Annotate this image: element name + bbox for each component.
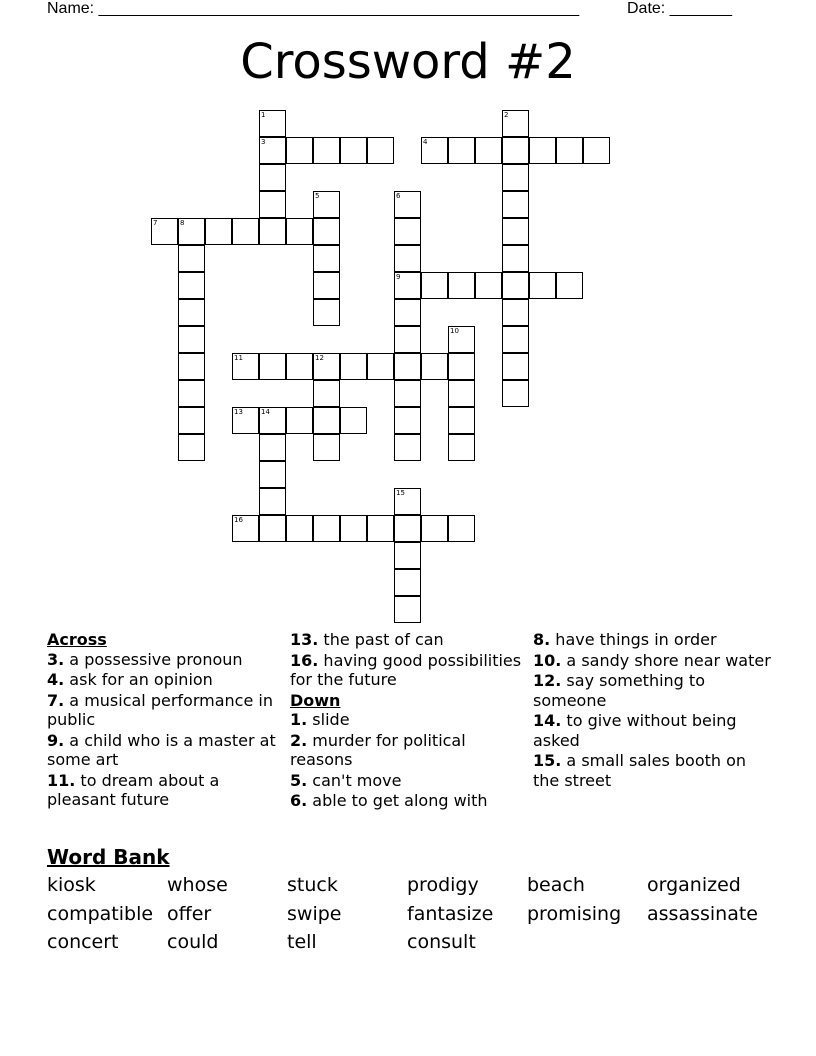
clue-number: 13 [234, 408, 243, 416]
clue-num: 11. [47, 770, 76, 790]
word-bank-word: beach [527, 874, 585, 896]
grid-cell[interactable] [340, 353, 367, 380]
clue-num: 1. [290, 710, 308, 729]
word-bank-word: compatible [47, 902, 154, 925]
clue-number: 10 [450, 327, 459, 335]
grid-cell[interactable] [313, 299, 340, 326]
grid-cell[interactable] [394, 596, 421, 623]
clue [47, 691, 287, 730]
clue-text: a small sales booth on the street [533, 751, 747, 790]
clue [290, 651, 530, 690]
grid-cell[interactable] [394, 299, 421, 326]
grid-cell[interactable] [367, 515, 394, 542]
grid-cell[interactable] [556, 137, 583, 164]
grid-cell[interactable] [394, 326, 421, 353]
clue-num: 4. [47, 670, 65, 689]
grid-cell[interactable] [502, 245, 529, 272]
clue-num: 12. [533, 671, 562, 690]
clue-text: to dream about a pleasant future [47, 770, 220, 809]
clue [533, 711, 773, 750]
grid-cell[interactable] [502, 110, 529, 137]
clue-text: murder for political reasons [290, 730, 466, 769]
grid-cell[interactable] [178, 299, 205, 326]
clue [533, 651, 773, 671]
name-field: Name: ______________________________________________________ [47, 0, 580, 17]
grid-cell[interactable] [259, 164, 286, 191]
clue-num: 9. [47, 730, 65, 750]
grid-cell[interactable] [394, 380, 421, 407]
grid-cell[interactable] [286, 353, 313, 380]
grid-cell[interactable] [286, 137, 313, 164]
grid-cell[interactable] [178, 434, 205, 461]
grid-cell[interactable] [394, 488, 421, 515]
clue-num: 3. [47, 649, 65, 669]
clue-text: have things in order [550, 630, 717, 649]
word-bank-word: concert [47, 931, 119, 953]
clue-num: 8. [533, 630, 551, 649]
clue-text: a musical performance in public [47, 690, 273, 729]
clue [533, 671, 773, 710]
grid-cell[interactable] [421, 515, 448, 542]
clue [290, 791, 530, 811]
word-bank-word: whose [167, 874, 228, 896]
grid-cell[interactable] [178, 272, 205, 299]
clue-num: 10. [533, 650, 562, 670]
grid-cell[interactable] [340, 137, 367, 164]
grid-cell[interactable] [448, 353, 475, 380]
clue [290, 710, 530, 730]
clue-number: 3 [261, 138, 266, 146]
grid-cell[interactable] [313, 434, 340, 461]
clue-num: 13. [290, 630, 319, 649]
grid-cell[interactable] [583, 137, 610, 164]
grid-cell[interactable] [448, 137, 475, 164]
clue-num: 14. [533, 711, 562, 730]
word-bank-word: promising [527, 902, 622, 925]
grid-cell[interactable] [394, 245, 421, 272]
grid-cell[interactable] [151, 218, 178, 245]
grid-cell[interactable] [259, 488, 286, 515]
clue-text: able to get along with [307, 791, 488, 810]
clue-text: to give without being asked [533, 711, 737, 750]
grid-cell[interactable] [178, 353, 205, 380]
clue-number: 2 [504, 111, 509, 119]
grid-cell[interactable] [448, 407, 475, 434]
clues-column-2 [290, 630, 530, 812]
clue-num: 15. [533, 751, 562, 770]
date-field: Date: _______ [627, 0, 732, 17]
clue [47, 731, 287, 770]
grid-cell[interactable] [313, 137, 340, 164]
clue-num: 7. [47, 690, 65, 710]
grid-cell[interactable] [313, 407, 340, 434]
grid-cell[interactable] [502, 272, 529, 299]
grid-cell[interactable] [259, 515, 286, 542]
grid-cell[interactable] [367, 353, 394, 380]
grid-cell[interactable] [394, 407, 421, 434]
grid-cell[interactable] [178, 326, 205, 353]
word-bank-word: consult [407, 931, 476, 953]
clue [47, 650, 287, 670]
grid-cell[interactable] [502, 353, 529, 380]
word-bank-word: prodigy [407, 874, 479, 896]
grid-cell[interactable] [367, 137, 394, 164]
grid-cell[interactable] [286, 407, 313, 434]
grid-cell[interactable] [502, 299, 529, 326]
grid-cell[interactable] [529, 137, 556, 164]
grid-cell[interactable] [394, 542, 421, 569]
grid-cell[interactable] [259, 434, 286, 461]
grid-cell[interactable] [394, 353, 421, 380]
grid-cell[interactable] [313, 218, 340, 245]
word-bank-word: could [167, 931, 219, 953]
grid-cell[interactable] [178, 245, 205, 272]
grid-cell[interactable] [340, 407, 367, 434]
clue-num: 6. [290, 791, 308, 810]
word-bank-word: stuck [287, 874, 338, 896]
clue-text: the past of can [318, 630, 444, 649]
grid-cell[interactable] [178, 380, 205, 407]
clue-number: 16 [234, 516, 243, 524]
clue-text: can't move [307, 770, 402, 790]
clue-number: 5 [315, 192, 320, 200]
word-bank-word: assassinate [647, 902, 758, 925]
page-title: Crossword #2 [240, 34, 576, 90]
grid-cell[interactable] [259, 191, 286, 218]
grid-cell[interactable] [502, 380, 529, 407]
grid-cell[interactable] [232, 353, 259, 380]
clue [290, 731, 530, 770]
grid-cell[interactable] [502, 164, 529, 191]
grid-cell[interactable] [394, 191, 421, 218]
grid-cell[interactable] [394, 515, 421, 542]
grid-cell[interactable] [502, 137, 529, 164]
word-bank-word: offer [167, 902, 212, 925]
grid-cell[interactable] [259, 110, 286, 137]
word-bank-word: swipe [287, 902, 342, 925]
grid-cell[interactable] [259, 461, 286, 488]
grid-cell[interactable] [259, 137, 286, 164]
clue-text: a child who is a master at some art [47, 730, 276, 769]
grid-cell[interactable] [394, 434, 421, 461]
word-bank-word: tell [287, 931, 317, 953]
clue-number: 6 [396, 192, 401, 200]
clue-number: 14 [261, 408, 270, 416]
grid-cell[interactable] [313, 191, 340, 218]
grid-cell[interactable] [313, 245, 340, 272]
clues-column-3 [533, 630, 773, 791]
clue-text: say something to someone [533, 671, 705, 710]
grid-cell[interactable] [502, 218, 529, 245]
grid-cell[interactable] [313, 272, 340, 299]
word-bank-title: Word Bank [47, 845, 170, 869]
clue-text: slide [307, 710, 350, 729]
clue [290, 630, 530, 650]
clue [47, 670, 287, 690]
grid-cell[interactable] [232, 515, 259, 542]
grid-cell[interactable] [448, 380, 475, 407]
grid-cell[interactable] [313, 380, 340, 407]
clue-number: 8 [180, 219, 185, 227]
grid-cell[interactable] [448, 434, 475, 461]
clue-number: 7 [153, 219, 158, 227]
clue-number: 15 [396, 489, 405, 497]
clue-num: 16. [290, 650, 319, 670]
grid-cell[interactable] [178, 218, 205, 245]
grid-cell[interactable] [259, 407, 286, 434]
clue-text: ask for an opinion [64, 670, 213, 689]
clue-number: 1 [261, 111, 266, 119]
grid-cell[interactable] [421, 272, 448, 299]
grid-cell[interactable] [259, 218, 286, 245]
clue-num: 2. [290, 730, 308, 750]
grid-cell[interactable] [394, 272, 421, 299]
grid-cell[interactable] [529, 272, 556, 299]
clue [290, 771, 530, 791]
grid-cell[interactable] [448, 326, 475, 353]
grid-cell[interactable] [448, 515, 475, 542]
grid-cell[interactable] [313, 353, 340, 380]
grid-cell[interactable] [286, 515, 313, 542]
grid-cell[interactable] [475, 137, 502, 164]
word-bank-word: kiosk [47, 874, 96, 896]
grid-cell[interactable] [421, 353, 448, 380]
grid-cell[interactable] [475, 272, 502, 299]
grid-cell[interactable] [313, 515, 340, 542]
clue-number: 4 [423, 138, 428, 146]
clue [533, 630, 773, 650]
clue-text: a possessive pronoun [64, 649, 243, 669]
grid-cell[interactable] [394, 569, 421, 596]
clue-text: a sandy shore near water [561, 650, 771, 670]
grid-cell[interactable] [448, 272, 475, 299]
grid-cell[interactable] [259, 353, 286, 380]
clues-column-1 [47, 630, 287, 811]
grid-cell[interactable] [421, 137, 448, 164]
clue-number: 12 [315, 354, 324, 362]
grid-cell[interactable] [502, 191, 529, 218]
clue-text: having good possibilities for the future [290, 650, 522, 689]
grid-cell[interactable] [232, 218, 259, 245]
across-heading: Across [47, 630, 107, 649]
grid-cell[interactable] [232, 407, 259, 434]
word-bank-word: fantasize [407, 902, 494, 925]
grid-cell[interactable] [286, 218, 313, 245]
word-bank-word: organized [647, 874, 741, 896]
grid-cell[interactable] [394, 218, 421, 245]
grid-cell[interactable] [178, 407, 205, 434]
clue [47, 771, 287, 810]
clue-number: 11 [234, 354, 243, 362]
grid-cell[interactable] [205, 218, 232, 245]
clue-num: 5. [290, 770, 308, 790]
grid-cell[interactable] [340, 515, 367, 542]
clue-number: 9 [396, 273, 401, 281]
clue [533, 751, 773, 790]
down-heading: Down [290, 690, 341, 710]
grid-cell[interactable] [502, 326, 529, 353]
grid-cell[interactable] [556, 272, 583, 299]
